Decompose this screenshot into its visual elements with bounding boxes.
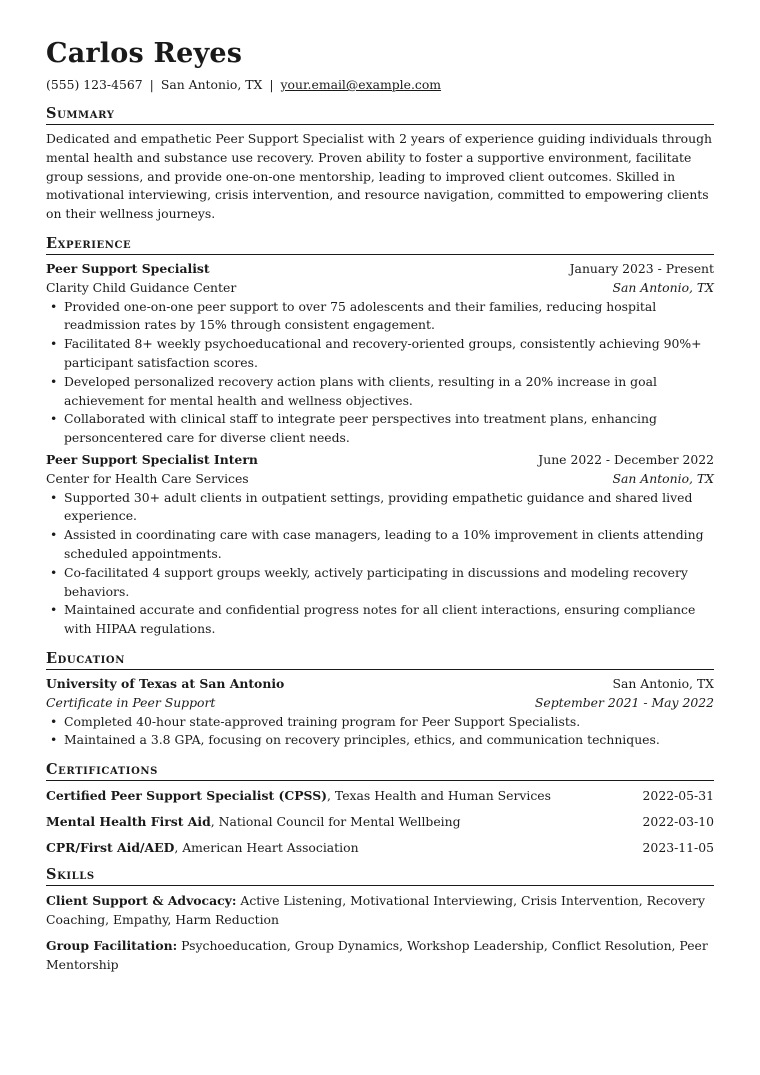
job-dates: June 2022 - December 2022 <box>538 451 714 467</box>
bullet-icon: • <box>50 602 58 618</box>
skill-group-text: Active Listening, Motivational Interviewing, Crisis Intervention, Recovery Coaching, Empathy, Harm Reduction <box>46 893 705 927</box>
certifications-heading: Certifications <box>46 760 714 781</box>
experience-heading: Experience <box>46 234 714 255</box>
education-bullets <box>46 713 714 751</box>
list-item: • Facilitated 8+ weekly psychoeducational and recovery-oriented groups, consistently achieving 90%+ participant satisfaction scores. <box>50 336 702 370</box>
location: San Antonio, TX <box>160 77 263 92</box>
degree-name: Certificate in Peer Support <box>46 694 216 710</box>
summary-text: Dedicated and empathetic Peer Support Specialist with 2 years of experience guiding individuals through mental health and substance use recovery. Proven ability to foster a supportive environment, facilitate group sessions, and provide one-on-one mentorship, leading to improved client outcomes. Skilled in motivational interviewing, crisis intervention, and resource navigation, committed to empowering clients on their wellness journeys. <box>46 131 713 222</box>
bullet-icon: • <box>50 336 58 352</box>
education-heading: Education <box>46 649 714 670</box>
experience-list <box>46 260 714 639</box>
certification-issuer: , American Heart Association <box>174 840 359 856</box>
skill-group-label: Client Support & Advocacy: <box>46 893 237 909</box>
certification-item <box>46 839 714 857</box>
certification-name: Mental Health First Aid <box>46 814 211 830</box>
list-item: • Collaborated with clinical staff to integrate peer perspectives into treatment plans, enhancing personcentered care for diverse client needs. <box>50 411 657 446</box>
bullet-icon: • <box>50 489 58 505</box>
skill-group <box>46 937 714 975</box>
certification-item <box>46 813 714 831</box>
contact-separator: | <box>269 77 274 92</box>
list-item: • Provided one-on-one peer support to over 75 adolescents and their families, reducing hospital readmission rates by 15% through consistent engagement. <box>50 298 657 333</box>
list-item: • Developed personalized recovery action plans with clients, resulting in a 20% increase in goal achievement for mental health and wellness objectives. <box>50 373 657 408</box>
certification-issuer: , Texas Health and Human Services <box>327 788 552 804</box>
list-item: • Co-facilitated 4 support groups weekly, actively participating in discussions and modeling recovery behaviors. <box>50 564 688 599</box>
bullet-icon: • <box>50 373 58 389</box>
list-item: • Supported 30+ adult clients in outpatient settings, providing empathetic guidance and shared lived experience. <box>50 489 693 524</box>
skill-group <box>46 892 714 930</box>
email-link[interactable]: your.email@example.com <box>280 77 442 92</box>
education-dates: September 2021 - May 2022 <box>534 694 714 710</box>
candidate-name: Carlos Reyes <box>46 38 243 69</box>
bullet-icon: • <box>50 732 58 748</box>
certification-name: CPR/First Aid/AED <box>46 840 175 856</box>
bullet-icon: • <box>50 527 58 543</box>
company-name: Center for Health Care Services <box>46 470 249 486</box>
bullet-icon: • <box>50 298 58 314</box>
job-bullets <box>46 298 714 448</box>
certification-name: Certified Peer Support Specialist (CPSS) <box>46 788 328 804</box>
list-item: • Maintained a 3.8 GPA, focusing on recovery principles, ethics, and communication techniques. <box>46 731 714 750</box>
education-entry <box>46 675 714 750</box>
bullet-icon: • <box>50 713 58 729</box>
bullet-icon: • <box>50 564 58 580</box>
bullet-icon: • <box>50 411 58 427</box>
company-name: Clarity Child Guidance Center <box>46 279 237 295</box>
contact-separator: | <box>149 77 154 92</box>
certification-date: 2023-11-05 <box>642 840 714 856</box>
list-item: • Completed 40-hour state-approved training program for Peer Support Specialists. <box>46 713 714 732</box>
list-item: • Assisted in coordinating care with case managers, leading to a 10% improvement in clients attending scheduled appointments. <box>50 527 704 561</box>
list-item: • Maintained accurate and confidential progress notes for all client interactions, ensuring compliance with HIPAA regulations. <box>50 602 696 637</box>
skill-group-text: Psychoeducation, Group Dynamics, Workshop Leadership, Conflict Resolution, Peer Mentorship <box>46 937 708 972</box>
job-bullets <box>46 489 714 639</box>
certification-issuer: , National Council for Mental Wellbeing <box>210 814 461 830</box>
experience-entry <box>46 260 714 448</box>
job-title: Peer Support Specialist <box>46 260 210 276</box>
summary-heading: Summary <box>46 104 714 125</box>
skills-heading: Skills <box>46 865 714 886</box>
experience-entry <box>46 451 714 639</box>
certifications-list <box>46 787 714 857</box>
skill-group-label: Group Facilitation: <box>46 937 178 953</box>
job-title: Peer Support Specialist Intern <box>46 451 258 467</box>
certification-date: 2022-05-31 <box>642 788 714 804</box>
job-location: San Antonio, TX <box>612 470 714 486</box>
job-location: San Antonio, TX <box>612 279 714 295</box>
school-location: San Antonio, TX <box>612 675 714 691</box>
school-name: University of Texas at San Antonio <box>46 675 285 691</box>
contact-line <box>46 76 714 93</box>
job-dates: January 2023 - Present <box>569 260 714 276</box>
phone-number: (555) 123-4567 <box>46 77 143 92</box>
certification-date: 2022-03-10 <box>642 814 714 830</box>
certification-item <box>46 787 714 805</box>
